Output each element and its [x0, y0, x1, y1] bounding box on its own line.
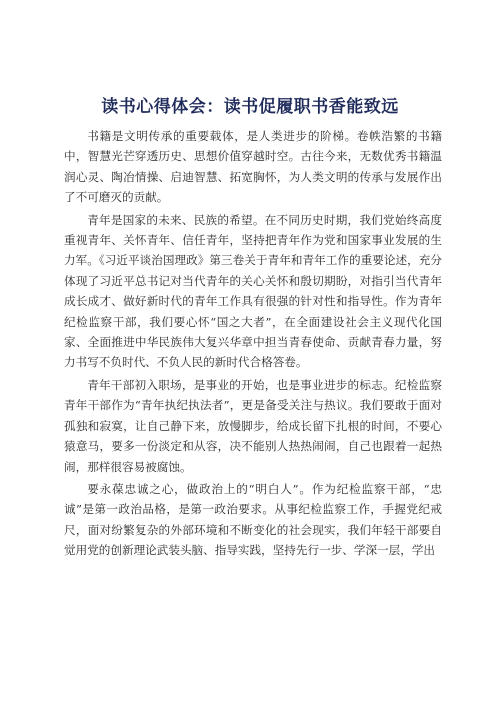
paragraph-4: 要永葆忠诚之心，做政治上的“明白人”。作为纪检监察干部，“忠诚”是第一政治品格，是第一政治要求。从事纪检监察工作，手握党纪戒尺，面对纷繁复杂的外部环境和不断变化的社会现实，我们年轻干部要自觉用党的创新理论武装头脑、指导实践，坚持先行一步、学深一层，学出: [64, 481, 442, 558]
document-body: [64, 126, 442, 563]
paragraph-2: 青年是国家的未来、民族的希望。在不同历史时期，我们党始终高度重视青年、关怀青年、信任青年，坚持把青年作为党和国家事业发展的生力军。《习近平谈治国理政》第三卷关于青年和青年工作的重要论述，充分体现了习近平总书记对当代青年的关心关怀和殷切期盼，对指引当代青年成长成才、做好新时代的青年工作具有很强的针对性和指导性。作为青年纪检监察干部，我们要心怀“国之大者”，在全面建设社会主义现代化国家、全面推进中华民族伟大复兴华章中担当青春使命、贡献青春力量，努力书写不负时代、不负人民的新时代合格答卷。: [64, 212, 442, 370]
paragraph-3: 青年干部初入职场，是事业的开始，也是事业进步的标志。纪检监察青年干部作为“青年执纪执法者”，更是备受关注与热议。我们要敢于面对孤独和寂寞，让自己静下来，放慢脚步，给成长留下扎根的时间，不要心猿意马，要多一份淡定和从容，决不能别人热热闹闹，自己也跟着一起热闹，那样很容易被腐蚀。: [64, 377, 442, 474]
document-title: 读书心得体会：读书促履职书香能致远: [101, 97, 399, 117]
paragraph-1: 书籍是文明传承的重要载体，是人类进步的阶梯。卷帙浩繁的书籍中，智慧光芒穿透历史、思想价值穿越时空。古往今来，无数优秀书籍温润心灵、陶冶情操、启迪智慧、拓宽胸怀，为人类文明的传承与发展作出了不可磨灭的贡献。: [64, 129, 442, 205]
